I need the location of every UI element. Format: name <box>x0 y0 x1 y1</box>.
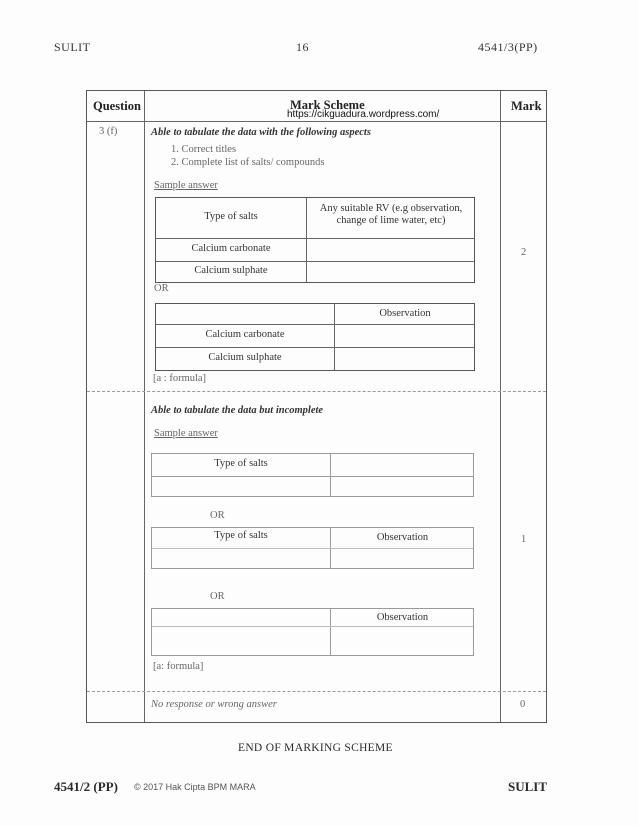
table-head-type-of-salts: Type of salts <box>214 530 268 541</box>
column-divider <box>500 91 501 722</box>
formula-note: [a : formula] <box>153 373 207 384</box>
table-head-observation: Observation <box>376 532 429 543</box>
inner-divider <box>330 454 331 496</box>
inner-divider <box>152 626 473 627</box>
footer-code: 4541/2 (PP) <box>54 779 118 794</box>
end-of-scheme: END OF MARKING SCHEME <box>238 742 393 754</box>
page-number: 16 <box>296 40 309 54</box>
column-header-mark: Mark <box>511 99 542 113</box>
table-cell-salt: Calcium sulphate <box>208 352 282 363</box>
sample-answer-label: Sample answer <box>154 428 218 439</box>
inner-divider <box>330 609 331 655</box>
watermark-url: https://cikguadura.wordpress.com/ <box>287 109 440 120</box>
sample-table-2 <box>155 303 475 371</box>
header-row-divider <box>87 121 546 122</box>
or-separator: OR <box>154 283 169 294</box>
aspect-item: 1. Correct titles <box>171 144 237 155</box>
table-head-rv: Any suitable RV (e.g observation, change of lime water, etc) <box>319 203 463 226</box>
inner-divider <box>306 198 307 282</box>
inner-divider <box>156 238 474 239</box>
sample-table-3 <box>151 453 474 497</box>
formula-note: [a: formula] <box>153 661 204 672</box>
or-separator: OR <box>210 510 225 521</box>
table-cell-salt: Calcium sulphate <box>194 265 268 276</box>
inner-divider <box>156 324 474 325</box>
table-head-type-of-salts: Type of salts <box>204 211 258 222</box>
sample-table-5 <box>151 608 474 656</box>
aspect-item: 2. Complete list of salts/ compounds <box>171 157 325 168</box>
criteria-heading-incomplete: Able to tabulate the data but incomplete <box>151 405 324 416</box>
mark-scheme-table <box>86 90 547 723</box>
question-number: 3 (f) <box>99 126 118 137</box>
inner-divider <box>334 304 335 370</box>
column-header-question: Question <box>93 99 141 113</box>
column-divider <box>144 91 145 722</box>
table-head-observation: Observation <box>379 308 431 319</box>
sample-answer-label: Sample answer <box>154 180 218 191</box>
header-left: SULIT <box>54 40 91 54</box>
column-header-mark-scheme: Mark Scheme <box>290 98 365 112</box>
inner-divider <box>152 548 473 549</box>
no-response-criteria: No response or wrong answer <box>151 699 277 710</box>
row-divider <box>87 391 546 392</box>
table-cell-salt: Calcium carbonate <box>191 243 271 254</box>
footer-copyright: © 2017 Hak Cipta BPM MARA <box>134 782 256 792</box>
sample-table-1 <box>155 197 475 283</box>
table-cell-salt: Calcium carbonate <box>205 329 285 340</box>
table-head-observation: Observation <box>376 612 429 623</box>
inner-divider <box>156 347 474 348</box>
sample-table-4 <box>151 527 474 569</box>
mark-value: 0 <box>520 699 526 710</box>
inner-divider <box>152 476 473 477</box>
table-head-type-of-salts: Type of salts <box>214 458 268 469</box>
criteria-heading-full: Able to tabulate the data with the following aspects <box>151 127 371 138</box>
mark-value: 1 <box>521 534 527 545</box>
row-divider <box>87 691 546 692</box>
footer-right: SULIT <box>508 779 548 794</box>
mark-value: 2 <box>521 247 527 258</box>
inner-divider <box>156 261 474 262</box>
header-right: 4541/3(PP) <box>478 40 538 54</box>
or-separator: OR <box>210 591 225 602</box>
